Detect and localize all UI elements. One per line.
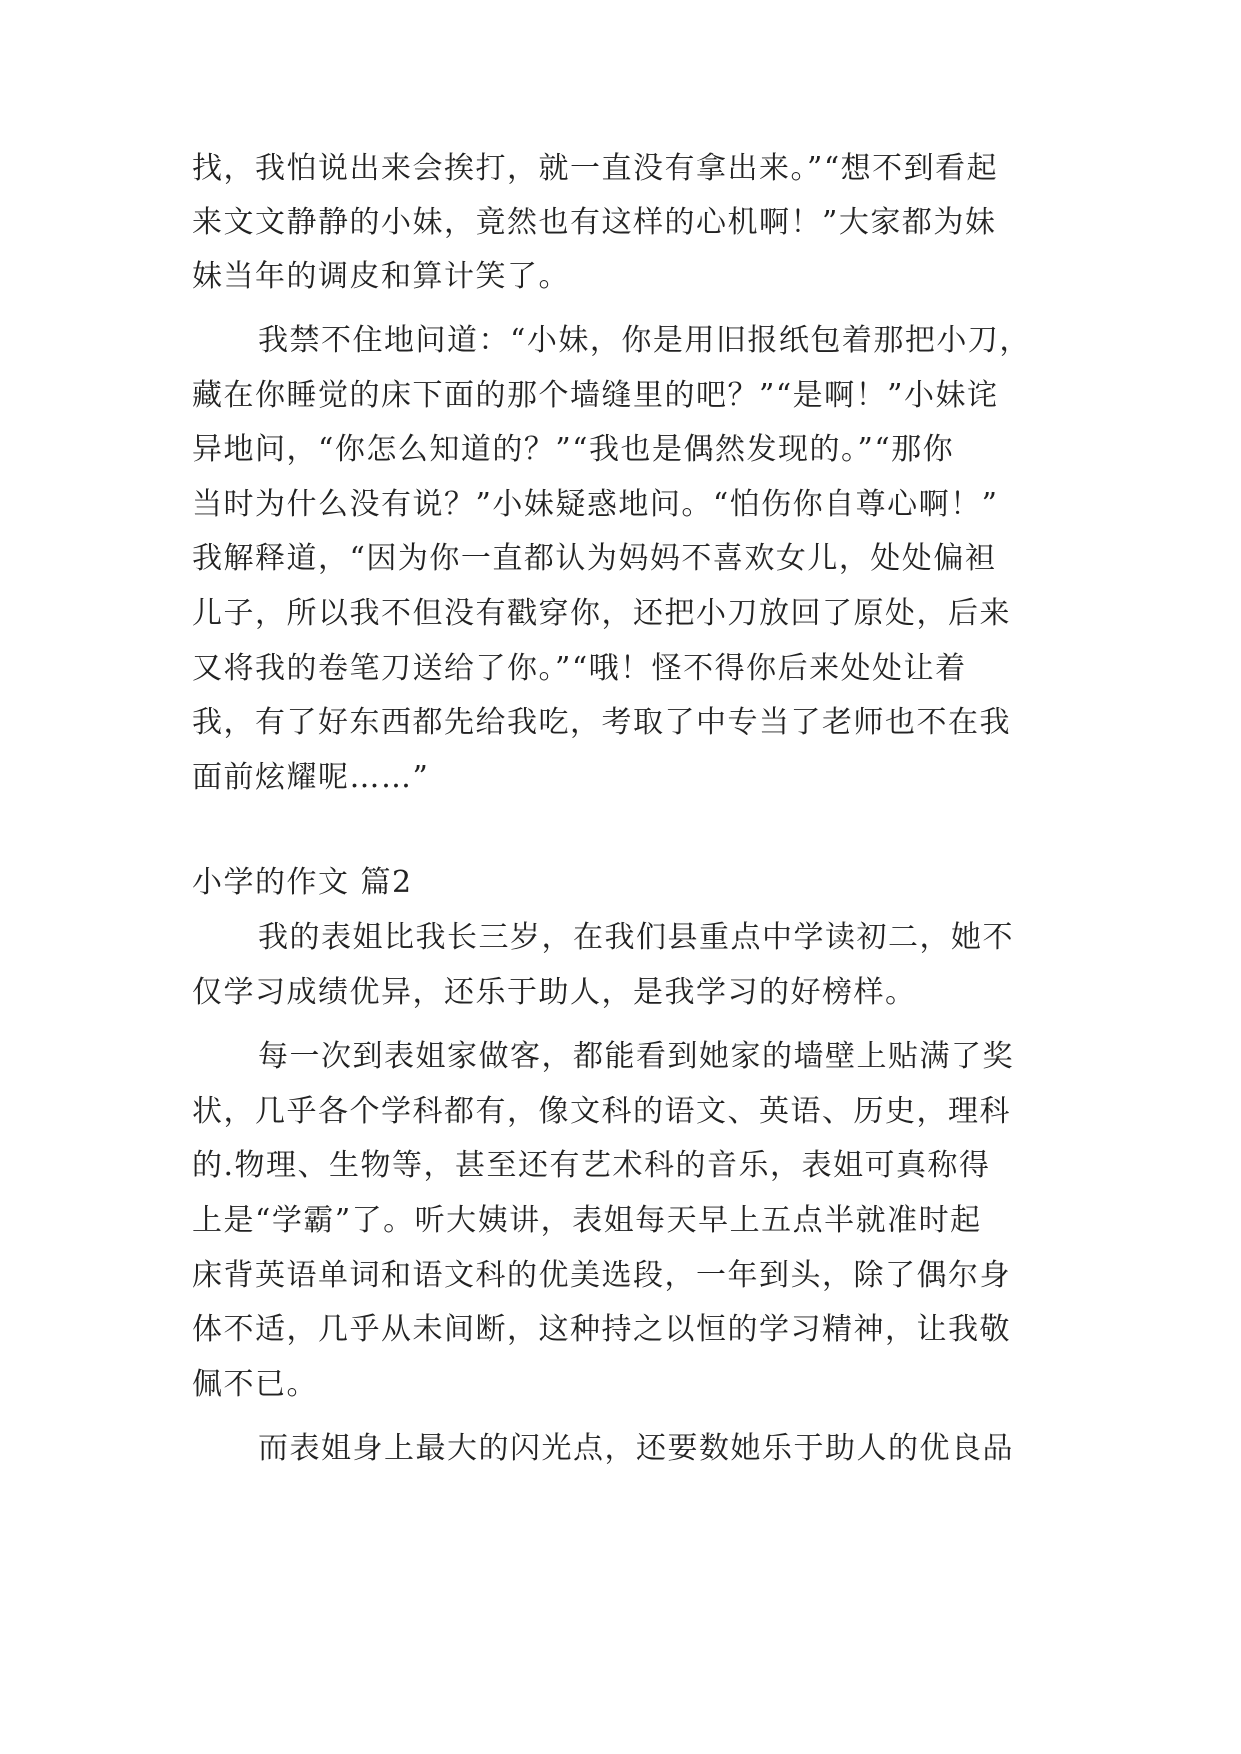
paragraph-first-line: 我的表姐比我长三岁，在我们县重点中学读初二，她不 <box>258 920 1014 955</box>
text-line: 上是“学霸”了。听大姨讲，表姐每天早上五点半就准时起 <box>192 1203 982 1238</box>
section-title: 小学的作文 篇2 <box>192 865 413 900</box>
text-line: 来文文静静的小妹，竟然也有这样的心机啊！”大家都为妹 <box>192 205 997 240</box>
text-line: 状，几乎各个学科都有，像文科的语文、英语、历史，理科 <box>192 1094 1011 1129</box>
text-line: 又将我的卷笔刀送给了你。”“哦！怪不得你后来处处让着 <box>192 651 967 686</box>
paragraph-first-line: 每一次到表姐家做客，都能看到她家的墙壁上贴满了奖 <box>258 1039 1014 1074</box>
text-line: 异地问，“你怎么知道的？”“我也是偶然发现的。”“那你 <box>192 432 955 467</box>
text-line: 藏在你睡觉的床下面的那个墙缝里的吧？”“是啊！”小妹诧 <box>192 378 999 413</box>
text-line: 我，有了好东西都先给我吃，考取了中专当了老师也不在我 <box>192 705 1011 740</box>
text-line: 的.物理、生物等，甚至还有艺术科的音乐，表姐可真称得 <box>192 1148 991 1183</box>
text-line: 我解释道，“因为你一直都认为妈妈不喜欢女儿，处处偏袒 <box>192 541 997 576</box>
paragraph-first-line: 而表姐身上最大的闪光点，还要数她乐于助人的优良品 <box>258 1431 1014 1466</box>
paragraph-first-line: 我禁不住地问道：“小妹，你是用旧报纸包着那把小刀， <box>258 323 1031 358</box>
text-line: 找，我怕说出来会挨打，就一直没有拿出来。”“想不到看起 <box>192 151 999 186</box>
text-line: 仅学习成绩优异，还乐于助人，是我学习的好榜样。 <box>192 975 917 1010</box>
text-line: 妹当年的调皮和算计笑了。 <box>192 259 570 294</box>
text-line: 儿子，所以我不但没有戳穿你，还把小刀放回了原处，后来 <box>192 596 1011 631</box>
text-line: 体不适，几乎从未间断，这种持之以恒的学习精神，让我敬 <box>192 1312 1011 1347</box>
text-line: 佩不已。 <box>192 1367 318 1402</box>
text-line: 当时为什么没有说？”小妹疑惑地问。“怕伤你自尊心啊！” <box>192 487 999 522</box>
text-line: 床背英语单词和语文科的优美选段，一年到头，除了偶尔身 <box>192 1258 1011 1293</box>
text-line: 面前炫耀呢……” <box>192 760 430 795</box>
